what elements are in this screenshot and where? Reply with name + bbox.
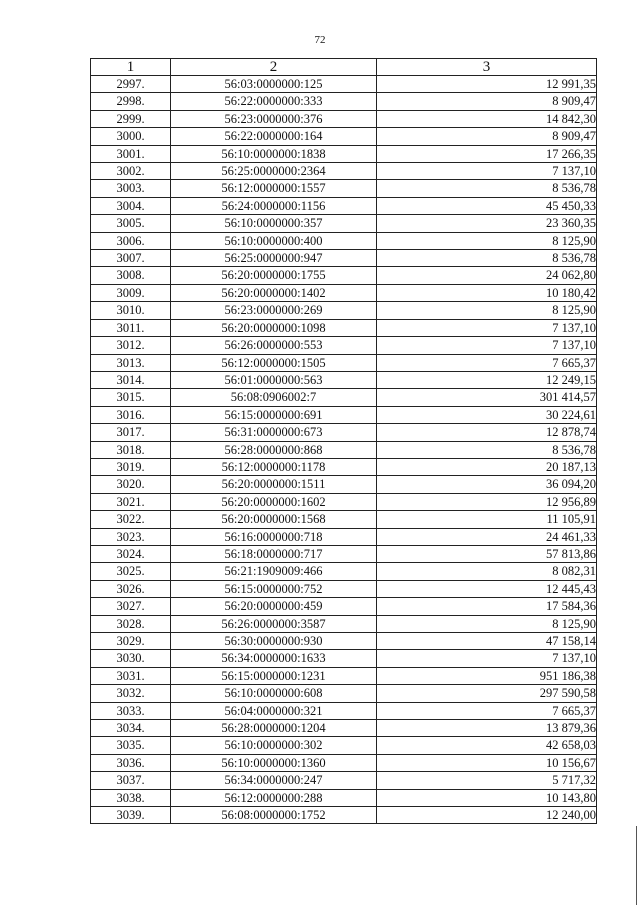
amount-cell: 24 062,80 (377, 267, 597, 284)
amount-cell: 297 590,58 (377, 685, 597, 702)
amount-cell: 8 125,90 (377, 302, 597, 319)
row-number-cell: 3009. (91, 284, 171, 301)
row-number-cell: 3030. (91, 650, 171, 667)
amount-cell: 10 143,80 (377, 789, 597, 806)
amount-cell: 8 536,78 (377, 441, 597, 458)
table-row (91, 685, 597, 702)
cadastral-number-cell: 56:28:0000000:1204 (171, 720, 377, 737)
cadastral-number-cell: 56:16:0000000:718 (171, 528, 377, 545)
row-number-cell: 3025. (91, 563, 171, 580)
amount-cell: 301 414,57 (377, 389, 597, 406)
cadastral-number-cell: 56:15:0000000:1231 (171, 667, 377, 684)
row-number-cell: 2997. (91, 76, 171, 93)
table-row (91, 580, 597, 597)
cadastral-number-cell: 56:31:0000000:673 (171, 424, 377, 441)
cadastral-number-cell: 56:12:0000000:288 (171, 789, 377, 806)
page-number: 72 (314, 34, 326, 46)
cadastral-number-cell: 56:18:0000000:717 (171, 545, 377, 562)
table-row (91, 737, 597, 754)
row-number-cell: 3029. (91, 633, 171, 650)
row-number-cell: 3001. (91, 145, 171, 162)
row-number-cell: 3038. (91, 789, 171, 806)
amount-cell: 47 158,14 (377, 633, 597, 650)
row-number-cell: 3035. (91, 737, 171, 754)
amount-cell: 57 813,86 (377, 545, 597, 562)
amount-cell: 30 224,61 (377, 406, 597, 423)
amount-cell: 8 909,47 (377, 128, 597, 145)
cadastral-number-cell: 56:10:0000000:1838 (171, 145, 377, 162)
table-row (91, 232, 597, 249)
row-number-cell: 3006. (91, 232, 171, 249)
amount-cell: 7 137,10 (377, 337, 597, 354)
table-row (91, 110, 597, 127)
row-number-cell: 2998. (91, 93, 171, 110)
table-row (91, 511, 597, 528)
row-number-cell: 3019. (91, 458, 171, 475)
amount-cell: 23 360,35 (377, 215, 597, 232)
row-number-cell: 3014. (91, 371, 171, 388)
row-number-cell: 3004. (91, 197, 171, 214)
table-row (91, 337, 597, 354)
amount-cell: 7 137,10 (377, 319, 597, 336)
amount-cell: 12 878,74 (377, 424, 597, 441)
cadastral-number-cell: 56:23:0000000:376 (171, 110, 377, 127)
table-row (91, 145, 597, 162)
amount-cell: 17 584,36 (377, 598, 597, 615)
cadastral-number-cell: 56:22:0000000:164 (171, 128, 377, 145)
column-header-1: 1 (91, 59, 171, 76)
table-row (91, 650, 597, 667)
amount-cell: 951 186,38 (377, 667, 597, 684)
cadastral-number-cell: 56:30:0000000:930 (171, 633, 377, 650)
row-number-cell: 3003. (91, 180, 171, 197)
cadastral-number-cell: 56:10:0000000:357 (171, 215, 377, 232)
amount-cell: 12 956,89 (377, 493, 597, 510)
table-row (91, 702, 597, 719)
amount-cell: 7 665,37 (377, 354, 597, 371)
cadastral-number-cell: 56:08:0906002:7 (171, 389, 377, 406)
cadastral-number-cell: 56:10:0000000:1360 (171, 754, 377, 771)
amount-cell: 14 842,30 (377, 110, 597, 127)
table-row (91, 284, 597, 301)
row-number-cell: 3028. (91, 615, 171, 632)
row-number-cell: 3020. (91, 476, 171, 493)
amount-cell: 13 879,36 (377, 720, 597, 737)
row-number-cell: 3000. (91, 128, 171, 145)
row-number-cell: 3008. (91, 267, 171, 284)
table-row (91, 476, 597, 493)
row-number-cell: 3010. (91, 302, 171, 319)
amount-cell: 10 156,67 (377, 754, 597, 771)
table-row (91, 458, 597, 475)
cadastral-number-cell: 56:12:0000000:1505 (171, 354, 377, 371)
table-row (91, 424, 597, 441)
amount-cell: 20 187,13 (377, 458, 597, 475)
table-row (91, 163, 597, 180)
amount-cell: 12 240,00 (377, 807, 597, 824)
cadastral-number-cell: 56:21:1909009:466 (171, 563, 377, 580)
table-row (91, 389, 597, 406)
cadastral-number-cell: 56:20:0000000:1568 (171, 511, 377, 528)
table-row (91, 563, 597, 580)
table-row (91, 772, 597, 789)
cadastral-number-cell: 56:04:0000000:321 (171, 702, 377, 719)
table-row (91, 302, 597, 319)
table-row (91, 615, 597, 632)
table-row (91, 215, 597, 232)
amount-cell: 7 137,10 (377, 163, 597, 180)
table-row (91, 197, 597, 214)
table-row (91, 441, 597, 458)
amount-cell: 8 909,47 (377, 93, 597, 110)
row-number-cell: 3039. (91, 807, 171, 824)
row-number-cell: 3002. (91, 163, 171, 180)
row-number-cell: 3015. (91, 389, 171, 406)
amount-cell: 10 180,42 (377, 284, 597, 301)
cadastral-number-cell: 56:24:0000000:1156 (171, 197, 377, 214)
row-number-cell: 3016. (91, 406, 171, 423)
row-number-cell: 3023. (91, 528, 171, 545)
cadastral-number-cell: 56:20:0000000:1511 (171, 476, 377, 493)
row-number-cell: 3007. (91, 250, 171, 267)
cadastral-number-cell: 56:22:0000000:333 (171, 93, 377, 110)
cadastral-number-cell: 56:10:0000000:400 (171, 232, 377, 249)
cadastral-number-cell: 56:12:0000000:1557 (171, 180, 377, 197)
amount-cell: 11 105,91 (377, 511, 597, 528)
amount-cell: 8 536,78 (377, 180, 597, 197)
amount-cell: 36 094,20 (377, 476, 597, 493)
amount-cell: 17 266,35 (377, 145, 597, 162)
amount-cell: 8 536,78 (377, 250, 597, 267)
amount-cell: 7 665,37 (377, 702, 597, 719)
cadastral-number-cell: 56:26:0000000:553 (171, 337, 377, 354)
row-number-cell: 3021. (91, 493, 171, 510)
cadastral-number-cell: 56:23:0000000:269 (171, 302, 377, 319)
table-row (91, 493, 597, 510)
table-row (91, 598, 597, 615)
cadastral-number-cell: 56:01:0000000:563 (171, 371, 377, 388)
table-row (91, 545, 597, 562)
table-row (91, 93, 597, 110)
row-number-cell: 3031. (91, 667, 171, 684)
table-row (91, 789, 597, 806)
cadastral-number-cell: 56:25:0000000:2364 (171, 163, 377, 180)
table-row (91, 754, 597, 771)
cadastral-number-cell: 56:03:0000000:125 (171, 76, 377, 93)
row-number-cell: 3012. (91, 337, 171, 354)
table-row (91, 371, 597, 388)
column-header-3: 3 (377, 59, 597, 76)
row-number-cell: 3022. (91, 511, 171, 528)
cadastral-number-cell: 56:10:0000000:302 (171, 737, 377, 754)
cadastral-number-cell: 56:34:0000000:247 (171, 772, 377, 789)
cadastral-number-cell: 56:20:0000000:1755 (171, 267, 377, 284)
cadastral-number-cell: 56:20:0000000:459 (171, 598, 377, 615)
table-row (91, 807, 597, 824)
cadastral-number-cell: 56:12:0000000:1178 (171, 458, 377, 475)
cadastral-number-cell: 56:15:0000000:752 (171, 580, 377, 597)
table-row (91, 267, 597, 284)
row-number-cell: 3024. (91, 545, 171, 562)
row-number-cell: 3036. (91, 754, 171, 771)
table-row (91, 76, 597, 93)
table-row (91, 354, 597, 371)
table-row (91, 128, 597, 145)
table-row (91, 633, 597, 650)
table-row (91, 180, 597, 197)
amount-cell: 12 991,35 (377, 76, 597, 93)
row-number-cell: 2999. (91, 110, 171, 127)
cadastral-number-cell: 56:34:0000000:1633 (171, 650, 377, 667)
amount-cell: 12 445,43 (377, 580, 597, 597)
cadastral-number-cell: 56:20:0000000:1402 (171, 284, 377, 301)
table-row (91, 667, 597, 684)
table-row (91, 406, 597, 423)
amount-cell: 12 249,15 (377, 371, 597, 388)
row-number-cell: 3018. (91, 441, 171, 458)
cadastral-number-cell: 56:25:0000000:947 (171, 250, 377, 267)
amount-cell: 5 717,32 (377, 772, 597, 789)
cadastral-number-cell: 56:26:0000000:3587 (171, 615, 377, 632)
amount-cell: 8 125,90 (377, 615, 597, 632)
cadastral-number-cell: 56:28:0000000:868 (171, 441, 377, 458)
scan-edge-line (636, 826, 637, 905)
row-number-cell: 3034. (91, 720, 171, 737)
row-number-cell: 3027. (91, 598, 171, 615)
amount-cell: 24 461,33 (377, 528, 597, 545)
row-number-cell: 3013. (91, 354, 171, 371)
cadastral-number-cell: 56:15:0000000:691 (171, 406, 377, 423)
table-row (91, 250, 597, 267)
row-number-cell: 3005. (91, 215, 171, 232)
table-header-row (91, 59, 597, 76)
table-body (91, 76, 597, 824)
row-number-cell: 3033. (91, 702, 171, 719)
row-number-cell: 3032. (91, 685, 171, 702)
data-table (90, 58, 597, 824)
table-row (91, 720, 597, 737)
cadastral-number-cell: 56:10:0000000:608 (171, 685, 377, 702)
amount-cell: 45 450,33 (377, 197, 597, 214)
row-number-cell: 3017. (91, 424, 171, 441)
row-number-cell: 3026. (91, 580, 171, 597)
cadastral-number-cell: 56:20:0000000:1602 (171, 493, 377, 510)
amount-cell: 8 125,90 (377, 232, 597, 249)
cadastral-number-cell: 56:20:0000000:1098 (171, 319, 377, 336)
cadastral-number-cell: 56:08:0000000:1752 (171, 807, 377, 824)
table-row (91, 528, 597, 545)
amount-cell: 42 658,03 (377, 737, 597, 754)
amount-cell: 7 137,10 (377, 650, 597, 667)
table-row (91, 319, 597, 336)
row-number-cell: 3011. (91, 319, 171, 336)
column-header-2: 2 (171, 59, 377, 76)
amount-cell: 8 082,31 (377, 563, 597, 580)
row-number-cell: 3037. (91, 772, 171, 789)
